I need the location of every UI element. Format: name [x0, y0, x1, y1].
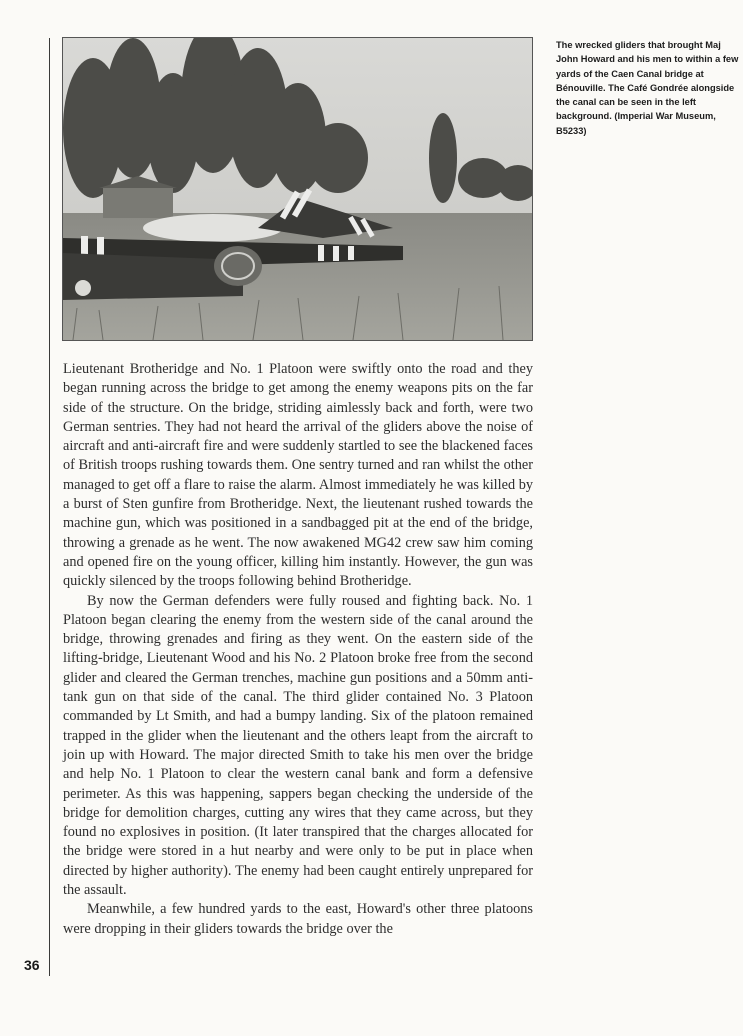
- margin-rule: [49, 38, 50, 976]
- body-paragraph: By now the German defenders were fully roused and fighting back. No. 1 Platoon began clearing the enemy from the western side of the canal around the bridge, throwing grenades and firing as they went. On the eastern side of the lifting-bridge, Lieutenant Wood and his No. 2 Platoon broke free from the second glider and cleared the German trenches, machine gun positions and a 50mm anti-tank gun on that side of the canal. The third glider contained No. 3 Platoon commanded by Lt Smith, and had a bumpy landing. Six of the platoon remained trapped in the glider when the lieutenant and the others leapt from the aircraft to join up with Howard. The major directed Smith to take his men over the bridge and help No. 1 Platoon to clear the western canal bank and form a defensive perimeter. As this was happening, sappers began checking the underside of the bridge for demolition charges, cutting any wires that they came across, but they found no explosives in position. (It later transpired that the charges allocated for the bridge were stored in a hut nearby and were only to be put in place when directed by higher authority). The enemy had been caught entirely unprepared for the assault.: [63, 592, 533, 899]
- photo-caption: The wrecked gliders that brought Maj John Howard and his men to within a few yards of the Caen Canal bridge at Bénouville. The Café Gondrée alongside the canal can be seen in the left background. (Imperial War Museum, B5233): [556, 40, 739, 136]
- article-body: [63, 360, 533, 939]
- body-paragraph: Meanwhile, a few hundred yards to the east, Howard's other three platoons were dropping in their gliders towards the bridge over the: [63, 901, 533, 937]
- glider-photo: [62, 37, 533, 341]
- page-number: 36: [24, 957, 40, 973]
- body-paragraph: Lieutenant Brotheridge and No. 1 Platoon were swiftly onto the road and they began running across the bridge to get among the enemy weapons pits on the far side of the structure. On the bridge, striding aimlessly back and forth, were two German sentries. They had not heard the arrival of the gliders above the noise of aircraft and anti-aircraft fire and were suddenly startled to see the blackened faces of British troops rushing towards them. One sentry turned and ran whilst the other managed to get off a flare to raise the alarm. Almost immediately he was killed by a burst of Sten gunfire from Brotheridge. Next, the lieutenant rushed towards the machine gun, which was positioned in a sandbagged pit at the end of the bridge, throwing a grenade as he went. The now awakened MG42 crew saw him coming and opened fire on the young officer, killing him instantly. However, the gun was quickly silenced by the troops following behind Brotheridge.: [63, 361, 533, 590]
